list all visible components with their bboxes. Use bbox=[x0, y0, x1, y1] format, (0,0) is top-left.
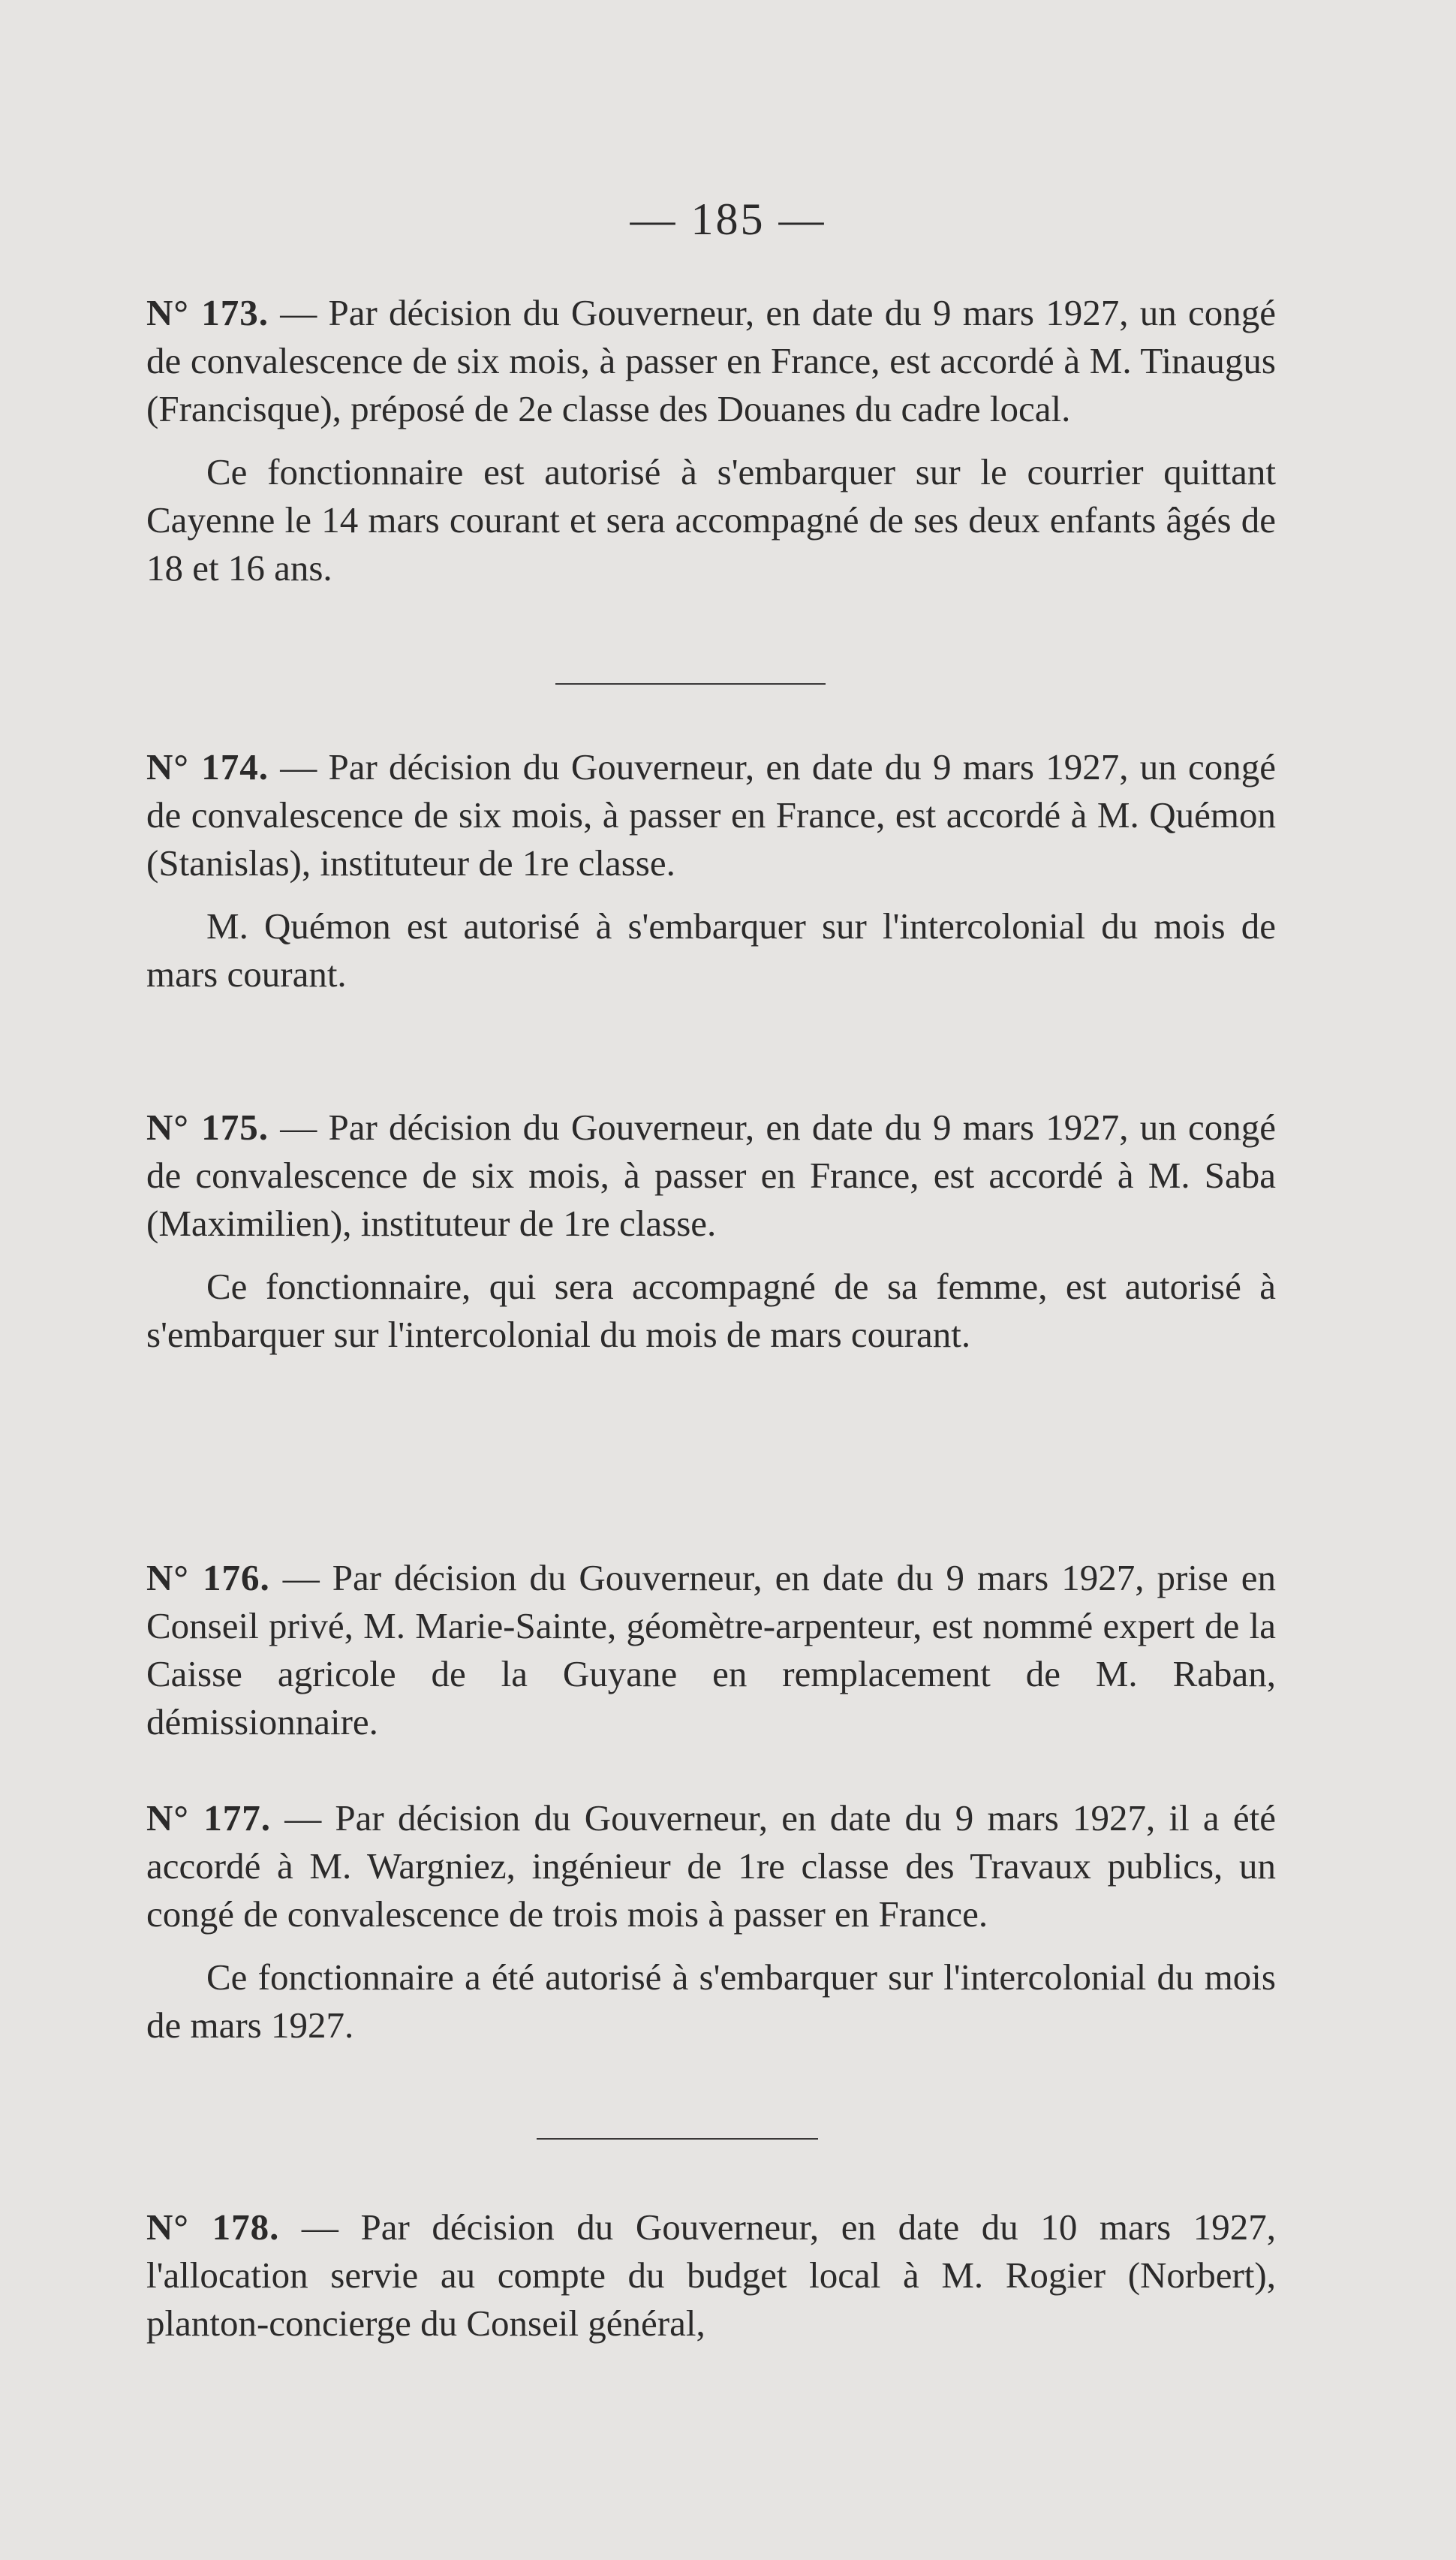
decree-175 bbox=[146, 1104, 1276, 1359]
decree-body bbox=[146, 289, 1276, 433]
decree-number: N° 174. bbox=[146, 746, 269, 788]
decree-text: — Par décision du Gouverneur, en date du 9 mars 1927, il a été accordé à M. Wargniez, ingénieur de 1re classe des Travaux publics, un congé de convalescence de trois mois à passer en France. bbox=[146, 1797, 1277, 1935]
decree-number: N° 176. bbox=[146, 1557, 270, 1598]
decree-177 bbox=[146, 1794, 1276, 2050]
decree-continuation: Ce fonctionnaire est autorisé à s'embarquer sur le courrier quittant Cayenne le 14 mars courant et sera accompagné de ses deux enfants âgés de 18 et 16 ans. bbox=[146, 451, 1276, 589]
decree-176 bbox=[146, 1554, 1276, 1746]
section-divider bbox=[537, 2138, 818, 2140]
decree-body bbox=[146, 1554, 1276, 1746]
decree-number: N° 177. bbox=[146, 1797, 271, 1839]
decree-body bbox=[146, 1794, 1276, 1938]
decree-173 bbox=[146, 289, 1276, 592]
decree-continuation: Ce fonctionnaire, qui sera accompagné de sa femme, est autorisé à s'embarquer sur l'intercolonial du mois de mars courant. bbox=[146, 1266, 1276, 1355]
section-divider bbox=[555, 683, 826, 685]
decree-text: — Par décision du Gouverneur, en date du 9 mars 1927, un congé de convalescence de six mois, à passer en France, est accordé à M. Tinaugus (Francisque), préposé de 2e classe des Douanes du cadre local. bbox=[146, 292, 1276, 429]
decree-continuation: Ce fonctionnaire a été autorisé à s'embarquer sur l'intercolonial du mois de mars 1927. bbox=[146, 1956, 1276, 2046]
decree-number: N° 175. bbox=[146, 1107, 269, 1148]
decree-number: N° 178. bbox=[146, 2206, 280, 2248]
page-number: — 185 — bbox=[630, 194, 826, 244]
decree-178 bbox=[146, 2203, 1276, 2348]
decree-body bbox=[146, 2203, 1276, 2348]
decree-text: — Par décision du Gouverneur, en date du 9 mars 1927, prise en Conseil privé, M. Marie-Sainte, géomètre-arpenteur, est nommé expert de la Caisse agricole de la Guyane en remplacement de M. Raban, démissionnaire. bbox=[146, 1557, 1276, 1742]
decree-text: — Par décision du Gouverneur, en date du 10 mars 1927, l'allocation servie au compte du budget local à M. Rogier (Norbert), planton-concierge du Conseil général, bbox=[146, 2206, 1277, 2344]
decree-text: — Par décision du Gouverneur, en date du 9 mars 1927, un congé de convalescence de six mois, à passer en France, est accordé à M. Saba (Maximilien), instituteur de 1re classe. bbox=[146, 1107, 1276, 1244]
decree-text: — Par décision du Gouverneur, en date du 9 mars 1927, un congé de convalescence de six mois, à passer en France, est accordé à M. Quémon (Stanislas), instituteur de 1re classe. bbox=[146, 746, 1276, 884]
decree-174 bbox=[146, 743, 1276, 998]
decree-body bbox=[146, 1104, 1276, 1248]
decree-number: N° 173. bbox=[146, 292, 269, 333]
decree-continuation: M. Quémon est autorisé à s'embarquer sur l'intercolonial du mois de mars courant. bbox=[146, 905, 1276, 995]
decree-body bbox=[146, 743, 1276, 887]
